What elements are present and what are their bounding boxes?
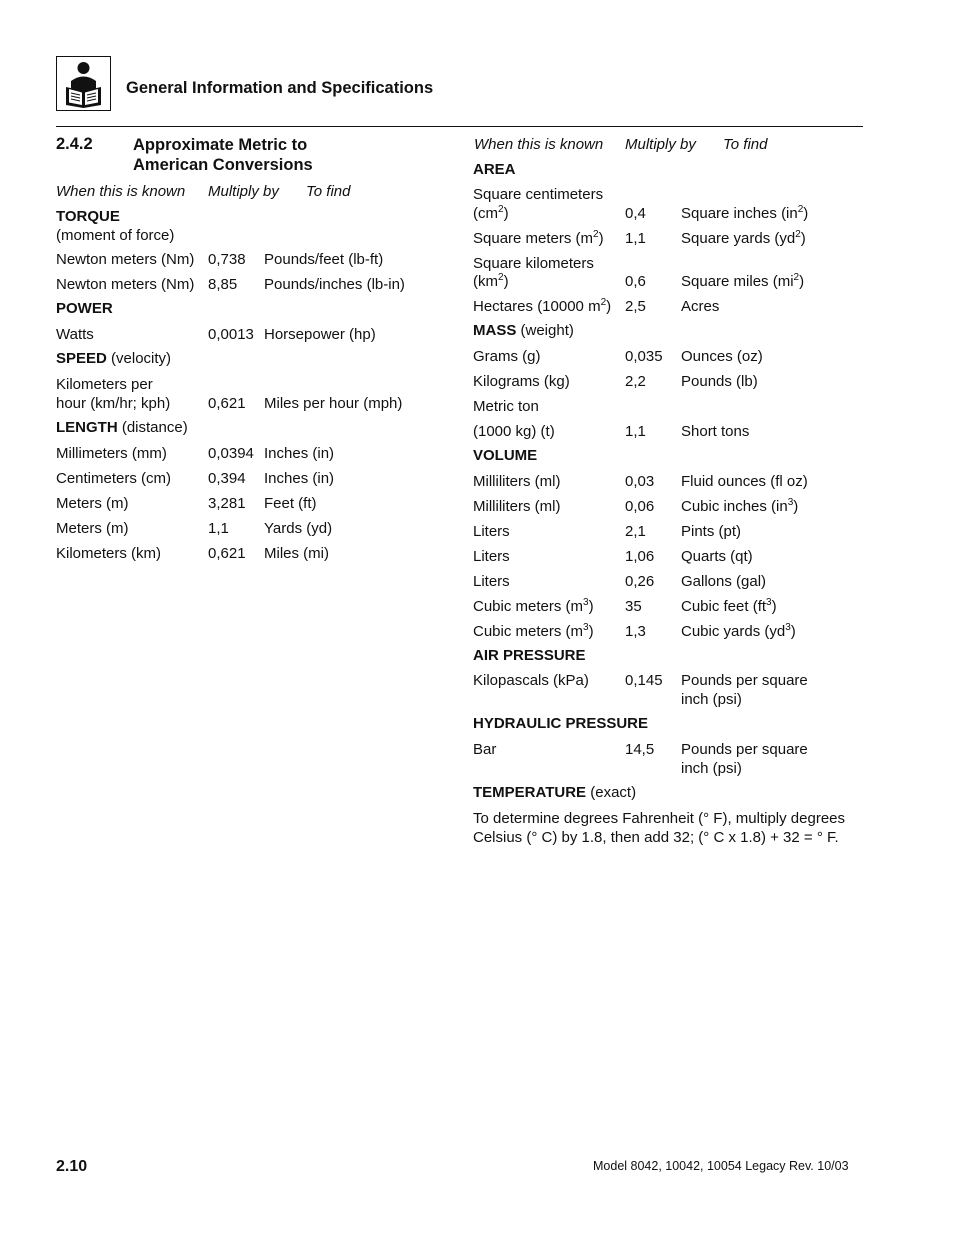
section-title-line-2: American Conversions xyxy=(133,156,313,174)
category-torque xyxy=(56,208,120,225)
category-note: (distance) xyxy=(121,419,188,436)
category-note: (weight) xyxy=(520,322,574,339)
col-header-find: To find xyxy=(723,136,768,153)
row-multiplier: 0,0394 xyxy=(208,445,254,462)
row-find: inch (psi) xyxy=(681,691,742,708)
row-known: Meters (m) xyxy=(56,495,129,512)
row-find: Cubic feet $(ft^3)$ xyxy=(681,597,777,615)
row-multiplier: 0,035 xyxy=(625,348,663,365)
row-multiplier: 3,281 xyxy=(208,495,246,512)
row-known: Metric ton xyxy=(473,398,539,415)
category-note: (velocity) xyxy=(111,350,172,367)
row-multiplier: 2,1 xyxy=(625,523,646,540)
row-known: Newton meters (Nm) xyxy=(56,276,195,293)
category-mass xyxy=(473,322,574,339)
row-multiplier: 0,6 xyxy=(625,273,646,290)
row-known: Hectares (10000 $m^2$) xyxy=(473,297,612,315)
row-known: Cubic meters $(m^3)$ xyxy=(473,597,594,615)
row-find: Cubic yards $(yd^3)$ xyxy=(681,622,796,640)
category-volume xyxy=(473,447,537,464)
row-find: Fluid ounces (fl oz) xyxy=(681,473,808,490)
row-find: Pounds per square xyxy=(681,672,808,689)
row-known: $(cm^2)$ xyxy=(473,204,509,222)
row-find: Quarts (qt) xyxy=(681,548,753,565)
row-multiplier: 0,06 xyxy=(625,498,655,515)
category-label: AIR PRESSURE xyxy=(473,647,586,664)
row-multiplier: 1,1 xyxy=(625,230,646,247)
row-find: Inches (in) xyxy=(264,470,335,487)
category-label: VOLUME xyxy=(473,447,538,464)
row-known: Bar xyxy=(473,741,497,758)
row-known: Milliliters (ml) xyxy=(473,473,561,490)
row-known: Square centimeters xyxy=(473,186,604,203)
category-label: TORQUE xyxy=(56,208,120,225)
row-known: Grams (g) xyxy=(473,348,541,365)
row-known: Square kilometers xyxy=(473,255,594,272)
row-find: Cubic inches $(in^3)$ xyxy=(681,497,799,515)
row-find: Inches (in) xyxy=(264,445,335,462)
row-known: Milliliters (ml) xyxy=(473,498,561,515)
category-area xyxy=(473,161,516,178)
category-label: TEMPERATURE xyxy=(473,784,587,801)
row-multiplier: 8,85 xyxy=(208,276,238,293)
row-find: Pounds/feet (lb-ft) xyxy=(264,251,384,268)
row-known: Centimeters (cm) xyxy=(56,470,172,487)
model-revision: Model 8042, 10042, 10054 Legacy Rev. 10/03 xyxy=(593,1159,849,1173)
row-find: Pints (pt) xyxy=(681,523,742,540)
row-known: hour (km/hr; kph) xyxy=(56,395,171,412)
section-number: 2.4.2 xyxy=(56,135,93,153)
row-known: $(km^2)$ xyxy=(473,272,509,290)
temperature-instructions: Celsius (° C) by 1.8, then add 32; (° C x 1.8) + 32 = ° F. xyxy=(473,829,839,846)
row-find: Pounds/inches (lb-in) xyxy=(264,276,405,293)
temperature-instructions: To determine degrees Fahrenheit (° F), multiply degrees xyxy=(473,810,846,827)
category-note: (exact) xyxy=(590,784,637,801)
row-known: Kilometers (km) xyxy=(56,545,162,562)
category-note: (moment of force) xyxy=(56,227,175,244)
row-multiplier: 2,2 xyxy=(625,373,646,390)
row-find: Horsepower (hp) xyxy=(264,326,376,343)
category-label: POWER xyxy=(56,300,113,317)
row-find: Square yards $(yd^2)$ xyxy=(681,229,806,247)
row-multiplier: 0,0013 xyxy=(208,326,254,343)
row-find: Acres xyxy=(681,298,720,315)
row-find: Short tons xyxy=(681,423,750,440)
row-find: Square miles $(mi^2)$ xyxy=(681,272,805,290)
row-known: Watts xyxy=(56,326,94,343)
row-known: Millimeters (mm) xyxy=(56,445,167,462)
category-label: MASS xyxy=(473,322,517,339)
row-multiplier: 0,26 xyxy=(625,573,655,590)
section-title xyxy=(133,135,313,175)
row-find: Pounds per square xyxy=(681,741,808,758)
row-known: Liters xyxy=(473,523,510,540)
row-known: Liters xyxy=(473,573,510,590)
row-find: Gallons (gal) xyxy=(681,573,767,590)
row-multiplier: 2,5 xyxy=(625,298,646,315)
row-multiplier: 1,1 xyxy=(625,423,646,440)
row-multiplier: 14,5 xyxy=(625,741,655,758)
col-header-known: When this is known xyxy=(474,136,604,153)
row-multiplier: 0,03 xyxy=(625,473,655,490)
col-header-multiply: Multiply by xyxy=(625,136,696,153)
row-multiplier: 0,394 xyxy=(208,470,246,487)
page-number: 2.10 xyxy=(56,1158,88,1175)
category-speed xyxy=(56,350,171,367)
category-hydraulic-pressure xyxy=(473,715,648,732)
col-header-multiply: Multiply by xyxy=(208,183,279,200)
section-title-line-1: Approximate Metric to xyxy=(133,136,308,154)
row-known: Liters xyxy=(473,548,510,565)
row-multiplier: 1,1 xyxy=(208,520,229,537)
row-find: Miles per hour (mph) xyxy=(264,395,403,412)
row-find: Square inches $(in^2)$ xyxy=(681,204,809,222)
row-multiplier: 0,621 xyxy=(208,545,246,562)
header-rule xyxy=(56,126,863,127)
row-multiplier: 0,4 xyxy=(625,205,646,222)
row-multiplier: 0,145 xyxy=(625,672,663,689)
category-air-pressure xyxy=(473,647,586,664)
row-find: inch (psi) xyxy=(681,760,742,777)
category-label: HYDRAULIC PRESSURE xyxy=(473,715,649,732)
category-label: AREA xyxy=(473,161,516,178)
row-multiplier: 1,06 xyxy=(625,548,655,565)
row-known: Meters (m) xyxy=(56,520,129,537)
page-title: General Information and Specifications xyxy=(126,79,434,97)
row-multiplier: 0,621 xyxy=(208,395,246,412)
category-label: SPEED xyxy=(56,350,107,367)
row-known: Newton meters (Nm) xyxy=(56,251,195,268)
row-known: Square meters $(m^2)$ xyxy=(473,229,604,247)
row-known: Kilopascals (kPa) xyxy=(473,672,589,689)
category-length xyxy=(56,419,188,436)
row-find: Ounces (oz) xyxy=(681,348,763,365)
row-known: (1000 kg) (t) xyxy=(473,423,555,440)
row-find: Pounds (lb) xyxy=(681,373,758,390)
row-known: Kilometers per xyxy=(56,376,153,393)
category-label: LENGTH xyxy=(56,419,118,436)
row-known: Kilograms (kg) xyxy=(473,373,570,390)
col-header-known: When this is known xyxy=(56,183,186,200)
row-multiplier: 0,738 xyxy=(208,251,246,268)
row-multiplier: 35 xyxy=(625,598,642,615)
row-find: Miles (mi) xyxy=(264,545,329,562)
category-temperature xyxy=(473,784,636,801)
row-find: Feet (ft) xyxy=(264,495,317,512)
col-header-find: To find xyxy=(306,183,351,200)
category-power xyxy=(56,300,113,317)
row-multiplier: 1,3 xyxy=(625,623,646,640)
manual-reader-icon xyxy=(56,56,111,111)
row-find: Yards (yd) xyxy=(264,520,333,537)
row-known: Cubic meters $(m^3)$ xyxy=(473,622,594,640)
